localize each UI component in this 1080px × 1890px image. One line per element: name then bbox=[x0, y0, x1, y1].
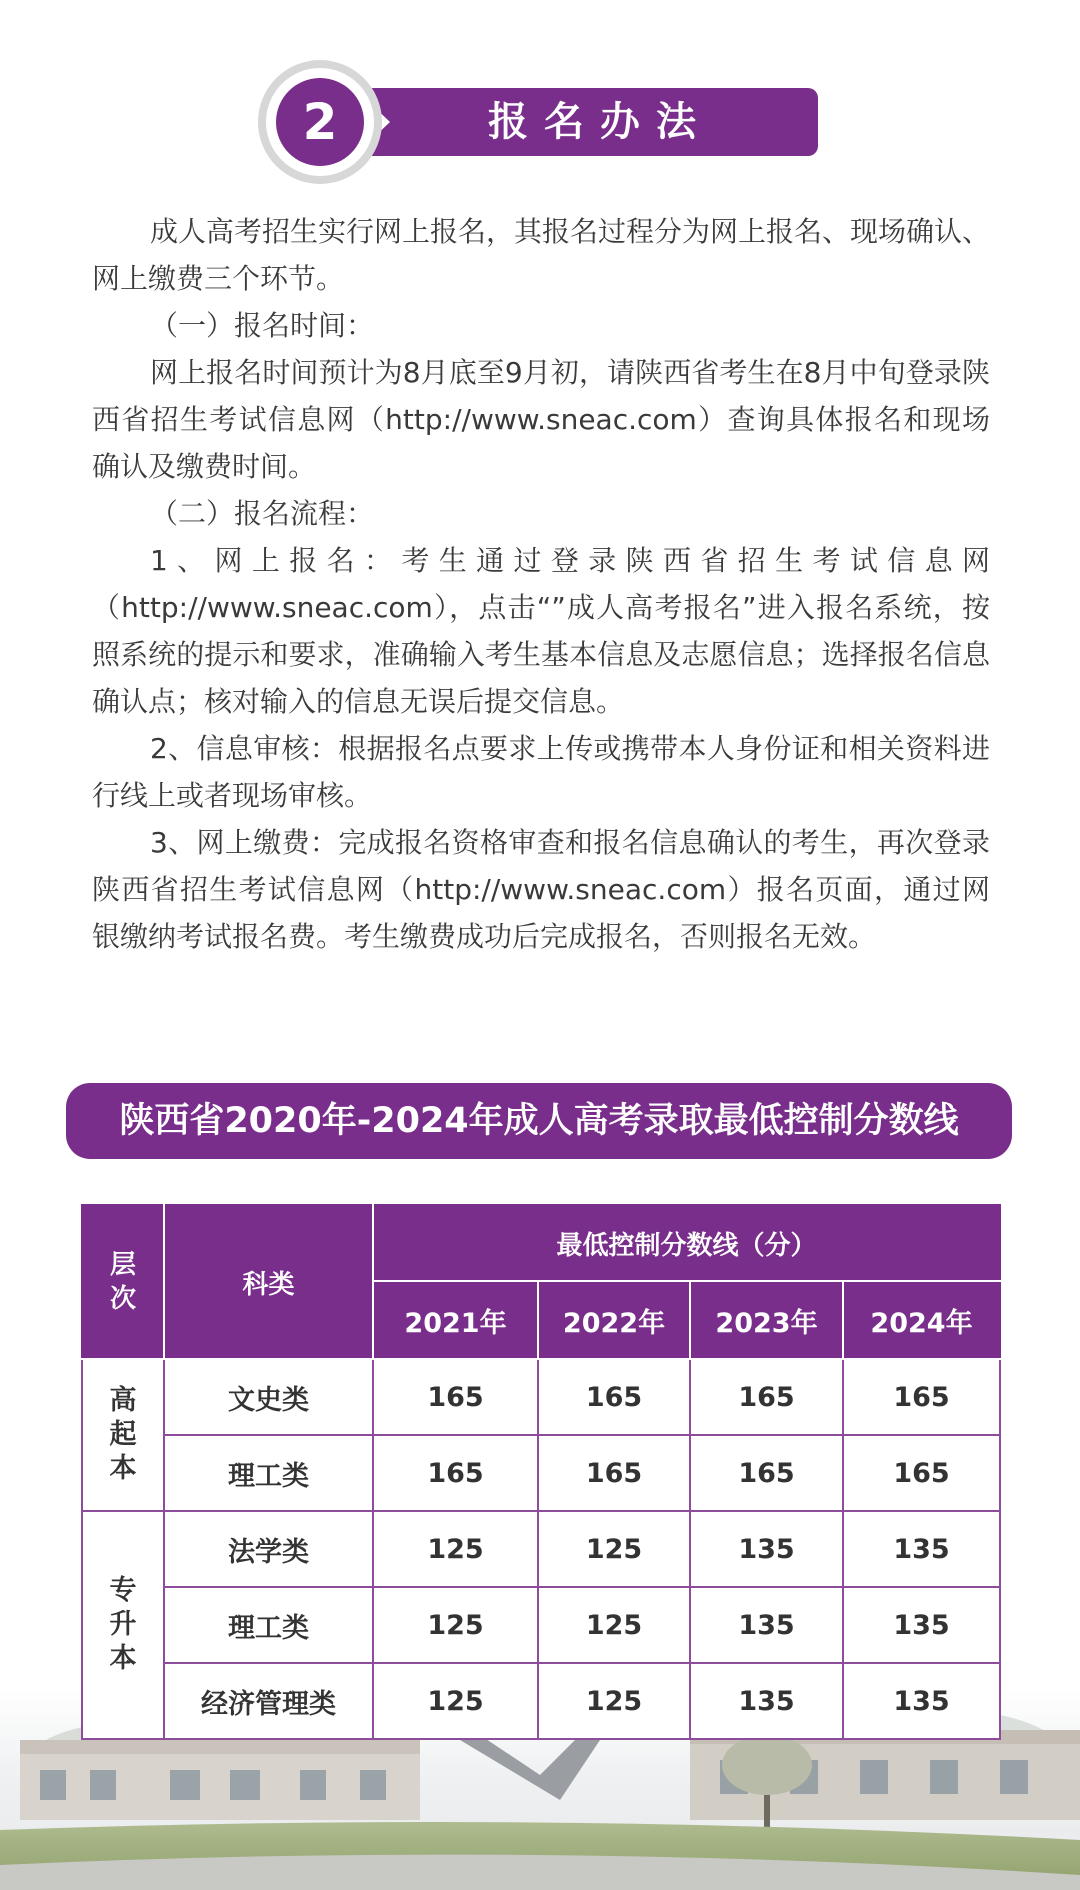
category-cell: 理工类 bbox=[164, 1435, 373, 1511]
score-cell: 165 bbox=[843, 1435, 1000, 1511]
level-cell: 专升本 bbox=[82, 1511, 164, 1739]
score-cell: 135 bbox=[843, 1511, 1000, 1587]
score-cell: 125 bbox=[538, 1587, 690, 1663]
table-row bbox=[82, 1587, 1000, 1663]
score-cell: 135 bbox=[690, 1587, 843, 1663]
score-cell: 135 bbox=[843, 1587, 1000, 1663]
table-row bbox=[82, 1435, 1000, 1511]
score-cell: 165 bbox=[690, 1359, 843, 1435]
paragraph-process-heading: （二）报名流程： bbox=[150, 497, 375, 530]
category-cell: 理工类 bbox=[164, 1587, 373, 1663]
score-cell: 165 bbox=[843, 1359, 1000, 1435]
paragraph-step-2: 2、信息审核：根据报名点要求上传或携带本人身份证和相关资料进行线上或者现场审核。 bbox=[92, 732, 990, 812]
score-cell: 165 bbox=[538, 1359, 690, 1435]
table-title: 陕西省2020年-2024年成人高考录取最低控制分数线 bbox=[66, 1083, 1012, 1159]
score-cell: 135 bbox=[843, 1663, 1000, 1739]
header-category: 科类 bbox=[164, 1205, 373, 1359]
table-row bbox=[82, 1663, 1000, 1739]
header-year: 2024年 bbox=[843, 1281, 1000, 1359]
header-level: 层次 bbox=[82, 1205, 164, 1359]
section-header bbox=[258, 60, 818, 184]
header-year: 2023年 bbox=[690, 1281, 843, 1359]
category-cell: 文史类 bbox=[164, 1359, 373, 1435]
score-cell: 125 bbox=[373, 1511, 538, 1587]
score-cell: 165 bbox=[373, 1435, 538, 1511]
paragraph-intro: 成人高考招生实行网上报名，其报名过程分为网上报名、现场确认、网上缴费三个环节。 bbox=[92, 215, 991, 295]
section-number-badge bbox=[258, 60, 382, 184]
score-cell: 135 bbox=[690, 1511, 843, 1587]
paragraph-step-1: 1、网上报名：考生通过登录陕西省招生考试信息网（http://www.sneac.com），点击“”成人高考报名”进入报名系统，按照系统的提示和要求，准确输入考生基本信息及志愿信息；选择报名信息确认点；核对输入的信息无误后提交信息。 bbox=[92, 544, 990, 718]
score-cell: 165 bbox=[538, 1435, 690, 1511]
registration-text bbox=[92, 208, 990, 960]
header-year: 2021年 bbox=[373, 1281, 538, 1359]
level-cell: 高起本 bbox=[82, 1359, 164, 1511]
score-cell: 125 bbox=[373, 1587, 538, 1663]
paragraph-step-3: 3、网上缴费：完成报名资格审查和报名信息确认的考生，再次登录陕西省招生考试信息网（http://www.sneac.com）报名页面，通过网银缴纳考试报名费。考生缴费成功后完成报名，否则报名无效。 bbox=[92, 826, 990, 953]
header-year: 2022年 bbox=[538, 1281, 690, 1359]
score-cell: 125 bbox=[538, 1663, 690, 1739]
category-cell: 法学类 bbox=[164, 1511, 373, 1587]
table-row bbox=[82, 1511, 1000, 1587]
score-cell: 125 bbox=[373, 1663, 538, 1739]
header-score-group: 最低控制分数线（分） bbox=[373, 1205, 1000, 1281]
score-cell: 165 bbox=[690, 1435, 843, 1511]
paragraph-time: 网上报名时间预计为8月底至9月初，请陕西省考生在8月中旬登录陕西省招生考试信息网（http://www.sneac.com）查询具体报名和现场确认及缴费时间。 bbox=[92, 356, 990, 483]
score-cell: 165 bbox=[373, 1359, 538, 1435]
category-cell: 经济管理类 bbox=[164, 1663, 373, 1739]
score-cell: 135 bbox=[690, 1663, 843, 1739]
section-title: 报名办法 bbox=[488, 99, 712, 145]
paragraph-time-heading: （一）报名时间： bbox=[150, 309, 375, 342]
table-row bbox=[82, 1359, 1000, 1435]
section-number: 2 bbox=[276, 78, 364, 166]
score-cell: 125 bbox=[538, 1511, 690, 1587]
score-table bbox=[81, 1204, 1001, 1740]
